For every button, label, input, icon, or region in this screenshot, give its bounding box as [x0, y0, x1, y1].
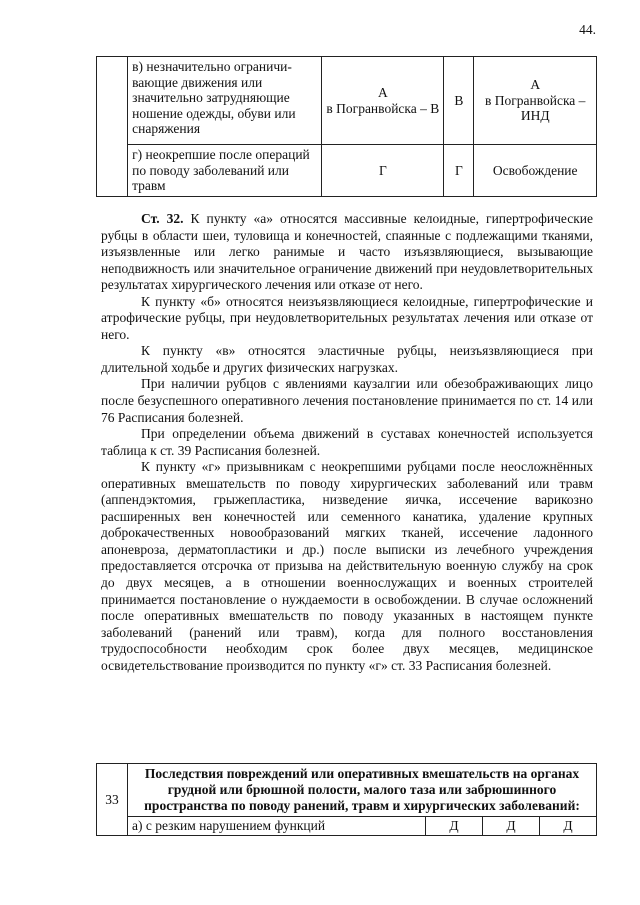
- category-cell: Г: [444, 145, 474, 197]
- paragraph: При определении объема движений в суставах конечностей используется таблица к ст. 39 Расписания болезней.: [101, 426, 593, 458]
- table-row: [97, 817, 597, 836]
- requirements-table-top: [96, 56, 597, 197]
- paragraph: К пункту «г» призывникам с неокрепшими рубцами после неосложнённых оперативных вмешательств по поводу хирургических заболеваний или травм (аппендэктомия, грыжепластика, низведение яичка, иссечение варикозно расширенных вен конечностей или семенного канатика, удаление крупных доброкачественных новообразований мягких тканей, иссечение ладонного апоневроза, дерматопластики и др.) после выписки из лечебного учреждения предоставляется отсрочка от призыва на действительную военную службу на срок до двух месяцев, а в отношении военнослужащих и военных строителей принимается постановление о нуждаемости в освобождении. В случае осложнений после оперативных вмешательств по поводу указанных в настоящем пункте заболеваний (ранений или травм), когда для полного восстановления трудоспособности необходим срок более двух месяцев, медицинское освидетельствование производится по пункту «г» ст. 33 Расписания болезней.: [101, 459, 593, 673]
- table-row: [97, 764, 597, 817]
- table-title: Последствия повреждений или оперативных вмешательств на органах грудной или брюшной полости, малого таза или забрюшинного пространства по поводу ранений, травм и хирургических заболеваний:: [128, 764, 597, 817]
- category-cell: [322, 57, 444, 145]
- paragraph: К пункту «в» относятся эластичные рубцы, неизъязвляющиеся при длительной ходьбе и других физических нагрузках.: [101, 343, 593, 375]
- category-cell: Д: [483, 817, 540, 836]
- category-cell: Д: [426, 817, 483, 836]
- category-line-1: А: [377, 85, 388, 100]
- requirements-table-bottom: [96, 763, 597, 836]
- paragraph: [101, 211, 593, 294]
- row-label-cell: а) с резким нарушением функций: [128, 817, 426, 836]
- category-line-1: А: [530, 77, 541, 93]
- article-number-cell: 33: [97, 764, 128, 836]
- category-cell: Г: [322, 145, 444, 197]
- page-number: 44.: [579, 22, 596, 37]
- article-number-cell: [97, 57, 128, 197]
- category-line-2: в Погранвойска – ИНД: [484, 92, 586, 124]
- category-cell: В: [444, 57, 474, 145]
- table-row: [97, 57, 597, 145]
- category-cell: Д: [540, 817, 597, 836]
- paragraph-text: К пункту «а» относятся массивные келоидные, гипертрофические рубцы в области шеи, туловища и конечностей, спаянные с подлежащими тканями, изъязвленные или легко ранимые и часто изъязвляющиеся, вызывающие неподвижность или значительное ограничение движений при неудовлетворительных результатах хирургического лечения или отказе от него.: [101, 211, 594, 293]
- category-cell: [474, 57, 597, 145]
- row-label-cell: г) неокрепшие после операций по поводу заболеваний или травм: [128, 145, 322, 197]
- category-cell: Освобождение: [474, 145, 597, 197]
- article-body: [101, 211, 593, 674]
- row-label-cell: в) незначительно ограничи-вающие движения или значительно затрудняющие ношение одежды, обуви или снаряжения: [128, 57, 322, 145]
- paragraph: К пункту «б» относятся неизъязвляющиеся келоидные, гипертрофические и атрофические рубцы, при неудовлетворительных результатах лечения или отказе от него.: [101, 293, 593, 342]
- paragraph: При наличии рубцов с явлениями каузалгии или обезображивающих лицо после безуспешного оперативного лечения постановление принимается по ст. 14 или 76 Расписания болезней.: [101, 376, 593, 425]
- category-line-2: в Погранвойска – В: [326, 100, 440, 116]
- table-row: [97, 145, 597, 197]
- article-heading: Ст. 32.: [141, 211, 184, 226]
